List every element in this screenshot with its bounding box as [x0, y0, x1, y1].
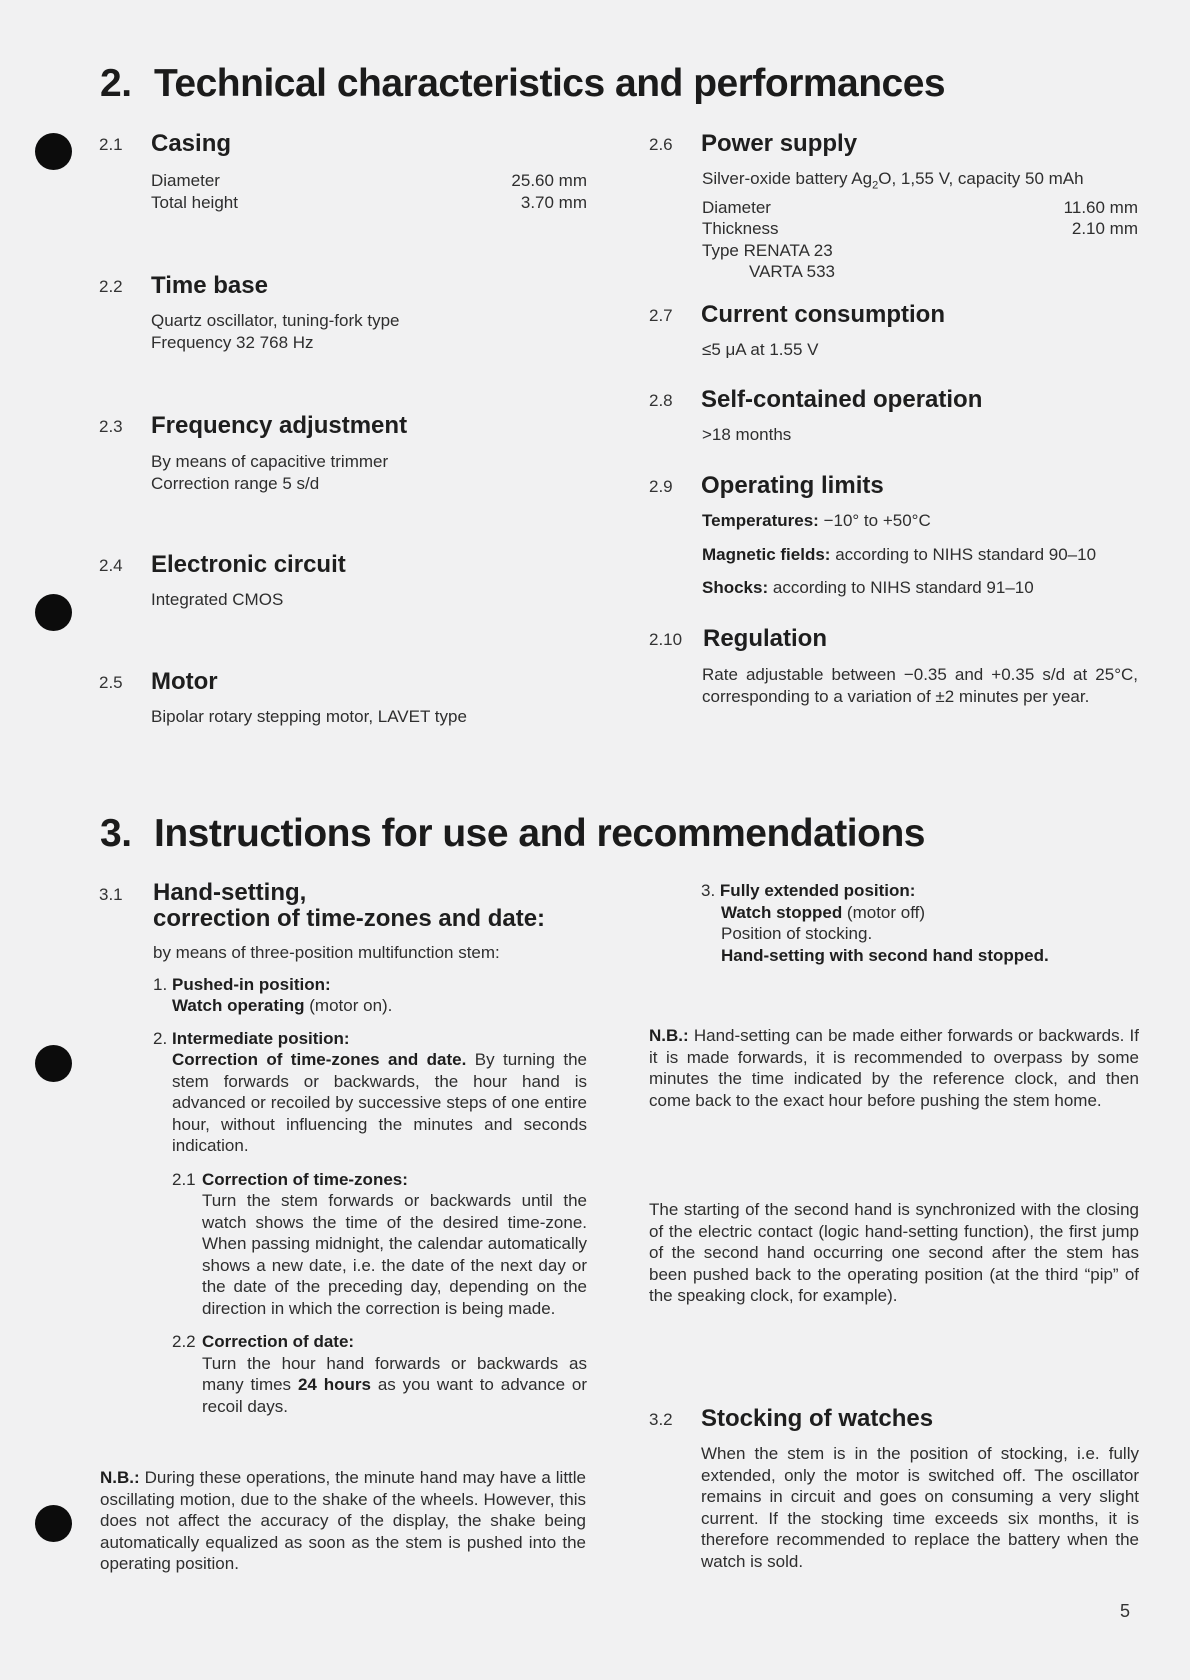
hand-item-2-1: [153, 1169, 587, 1320]
hand-item-3-bold: Watch stopped: [721, 902, 843, 922]
hand-item-3-rest: (motor off): [842, 902, 926, 922]
temp-value: −10° to +50°C: [818, 511, 931, 530]
hand-item-3: [701, 880, 1141, 966]
punch-hole-4: [35, 1505, 72, 1542]
hand-nb2-text: Hand-setting can be made either forwards or backwards. If it is made forwards, it is recommended to overpass by some minutes the time indicated by the reference clock, and then come back to the exact hour before pushing the stem home.: [649, 1026, 1139, 1110]
limits-magnetic: [702, 544, 1142, 566]
motor-number: 2.5: [99, 673, 123, 692]
power-title: Power supply: [701, 130, 858, 157]
hand-title-line-1: Hand-setting,: [153, 879, 307, 906]
hand-item-2-2-bold: 24 hours: [297, 1375, 371, 1394]
selfcont-line: >18 months: [702, 425, 792, 444]
hand-item-2-2-text-1: Turn the hour hand forwards or backwards as many times: [202, 1353, 587, 1394]
electronic-title: Electronic circuit: [151, 551, 346, 578]
selfcont-number: 2.8: [649, 391, 673, 410]
section-2-number: 2.: [100, 62, 132, 105]
hand-item-3-number: 3.: [701, 881, 716, 900]
stocking-text: When the stem is in the position of stocking, i.e. fully extended, only the motor is switched off. The oscillator remains in circuit and goes on consuming a very slight current. If the stocking time exceeds six months, it is therefore recommended to replace the battery when the watch is sold.: [701, 1444, 1139, 1571]
regulation-text: Rate adjustable between −0.35 and +0.35 s/d at 25°C, corresponding to a variation of ±2 minutes per year.: [702, 665, 1138, 706]
power-diameter-value: 11.60 mm: [1063, 197, 1138, 217]
time-base-line-1: Quartz oscillator, tuning-fork type: [151, 311, 400, 330]
hand-item-2-2-title: Correction of date:: [202, 1332, 355, 1351]
hand-item-1: [153, 974, 587, 1017]
time-base-title: Time base: [151, 272, 268, 299]
power-type-1: Type RENATA 23: [702, 240, 833, 260]
hand-item-2-title: Intermediate position:: [172, 1028, 350, 1048]
hand-nb-label: N.B.:: [100, 1468, 140, 1487]
shock-value: according to NIHS standard 91–10: [768, 578, 1034, 597]
hand-item-2-number: 2.: [153, 1028, 168, 1048]
current-number: 2.7: [649, 306, 673, 325]
section-3-heading: [100, 812, 925, 856]
current-title: Current consumption: [701, 301, 945, 328]
stocking-number: 3.2: [649, 1410, 673, 1429]
power-row-diameter: [702, 197, 1138, 219]
section-2-title: Technical characteristics and performances: [154, 62, 946, 105]
temp-label: Temperatures:: [702, 511, 819, 530]
electronic-number: 2.4: [99, 556, 123, 575]
time-base-line-2: Frequency 32 768 Hz: [151, 332, 314, 352]
freq-adj-line-2: Correction range 5 s/d: [151, 473, 320, 493]
limits-temperature: [702, 510, 1142, 532]
motor-line: Bipolar rotary stepping motor, LAVET type: [151, 707, 467, 726]
hand-item-2: [153, 1028, 587, 1157]
hand-number: 3.1: [99, 885, 123, 904]
hand-nb2-label: N.B.:: [649, 1026, 689, 1045]
power-thickness-value: 2.10 mm: [1071, 219, 1138, 239]
mag-label: Magnetic fields:: [702, 544, 831, 564]
power-thickness-label: Thickness: [702, 219, 779, 239]
hand-nb2-note: [649, 1025, 1139, 1111]
freq-adj-line-1: By means of capacitive trimmer: [151, 452, 389, 471]
page-number: 5: [1120, 1601, 1131, 1621]
time-base-number: 2.2: [99, 277, 123, 296]
limits-shocks: [702, 577, 1142, 599]
power-row-thickness: [702, 218, 1138, 240]
punch-hole-2: [35, 594, 72, 631]
power-type-2: VARTA 533: [749, 262, 835, 282]
hand-title-line-2: correction of time-zones and date:: [153, 905, 546, 932]
stocking-title: Stocking of watches: [701, 1405, 934, 1432]
electronic-line: Integrated CMOS: [151, 590, 284, 609]
freq-adj-title: Frequency adjustment: [151, 412, 408, 439]
casing-height-label: Total height: [151, 192, 238, 212]
shock-label: Shocks:: [702, 578, 769, 597]
hand-item-1-bold: Watch operating: [172, 996, 305, 1015]
hand-item-2-rest: By turning the stem forwards or backwards, the hour hand is advanced or recoiled by successive steps of one entire hour, without influencing the minutes and seconds indication.: [172, 1050, 587, 1155]
hand-intro: by means of three-position multifunction stem:: [153, 943, 500, 962]
casing-title: Casing: [151, 130, 232, 157]
power-diameter-label: Diameter: [702, 197, 771, 217]
hand-item-1-rest: (motor on).: [304, 996, 393, 1015]
section-2-heading: [100, 62, 945, 106]
casing-row-height: [151, 192, 587, 214]
selfcont-title: Self-contained operation: [701, 386, 983, 413]
limits-title: Operating limits: [701, 472, 884, 499]
hand-item-2-1-number: 2.1: [172, 1169, 196, 1189]
motor-title: Motor: [151, 668, 218, 695]
casing-height-value: 3.70 mm: [520, 192, 587, 212]
section-3-title: Instructions for use and recommendations: [154, 812, 925, 855]
hand-nb-text: During these operations, the minute hand may have a little oscillating motion, due to the shake of the wheels. However, this does not affect the accuracy of the display, the shake being automatically equalized as soon as the stem is pushed into the operating position.: [100, 1468, 586, 1573]
hand-item-2-2: [153, 1331, 587, 1417]
hand-item-2-bold: Correction of time-zones and date.: [172, 1050, 467, 1069]
battery-text-1: Silver-oxide battery Ag: [702, 169, 873, 188]
hand-item-2-2-text-2: as you want to advance or recoil days.: [202, 1375, 588, 1416]
section-3-number: 3.: [100, 812, 132, 855]
hand-item-3-title: Fully extended position:: [719, 881, 916, 900]
hand-item-3-line-3: Hand-setting with second hand stopped.: [721, 945, 1049, 965]
hand-item-2-1-text: Turn the stem forwards or backwards until the watch shows the time of the desired time-zone. When passing midnight, the calendar automatically shows a new date, i.e. the date of the next day or the date of the preceding day, depending on the direction in which the correction is being made.: [202, 1191, 587, 1318]
sync-text: The starting of the second hand is synchronized with the closing of the electric contact (logic hand-setting function), the first jump of the second hand occurring one second after the stem has been pushed back to the operating position (at the third “pip” of the speaking clock, for example).: [649, 1200, 1139, 1305]
hand-item-1-title: Pushed-in position:: [172, 974, 331, 994]
limits-number: 2.9: [649, 477, 673, 496]
hand-item-2-2-number: 2.2: [172, 1332, 196, 1351]
regulation-number: 2.10: [649, 630, 683, 649]
punch-hole-1: [35, 133, 72, 170]
hand-item-1-number: 1.: [153, 974, 168, 994]
punch-hole-3: [35, 1045, 72, 1082]
casing-row-diameter: [151, 170, 587, 192]
hand-item-3-line-2: Position of stocking.: [721, 924, 873, 943]
current-line: ≤5 μA at 1.55 V: [702, 340, 819, 359]
freq-adj-number: 2.3: [99, 417, 123, 436]
casing-diameter-value: 25.60 mm: [511, 171, 587, 190]
power-number: 2.6: [649, 135, 673, 154]
mag-value: according to NIHS standard 90–10: [830, 544, 1097, 564]
regulation-title: Regulation: [703, 625, 827, 652]
battery-text-2: O, 1,55 V, capacity 50 mAh: [878, 169, 1084, 188]
sync-paragraph: [649, 1199, 1139, 1307]
casing-number: 2.1: [99, 135, 123, 154]
battery-subscript: 2: [872, 179, 879, 192]
power-battery-line: [702, 168, 1138, 197]
hand-nb-note: [100, 1467, 586, 1575]
hand-item-2-1-title: Correction of time-zones:: [202, 1169, 408, 1189]
casing-diameter-label: Diameter: [151, 171, 220, 190]
